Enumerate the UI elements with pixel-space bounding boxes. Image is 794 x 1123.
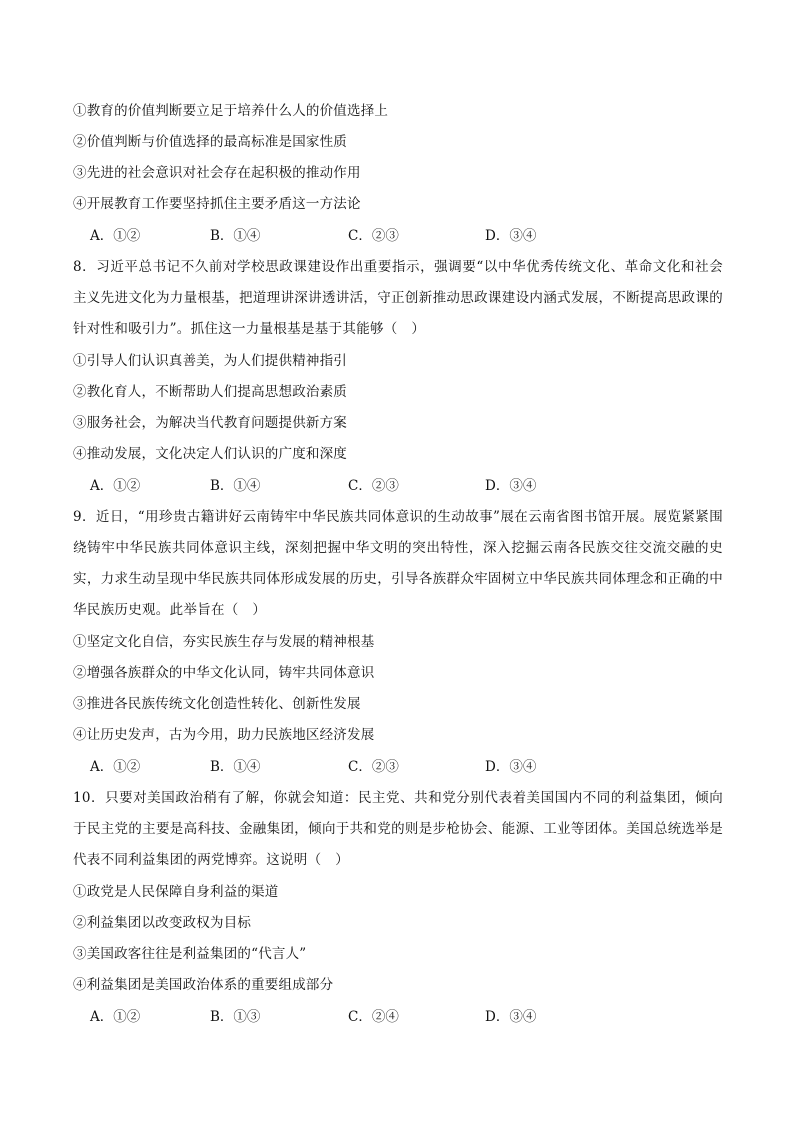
q7-choice-d: D．③④ [485,228,537,244]
q9-option-4: ④让历史发声，古为今用，助力民族地区经济发展 [73,727,375,743]
q9-choice-a: A．①② [90,759,141,775]
q10-stem: 10．只要对美国政治稍有了解，你就会知道：民主党、共和党分别代表着美国国内不同的利益集团，倾向于民主党的主要是高科技、金融集团，倾向于共和党的则是步枪协会、能源、工业等团体。美国总统选举是代表不同利益集团的两党博弈。这说明（ ） [73,790,723,868]
q7-choice-b: B．①④ [210,228,261,244]
q10-option-3: ③美国政客往往是利益集团的“代言人” [73,946,307,962]
q7-option-1: ①教育的价值判断要立足于培养什么人的价值选择上 [73,103,389,119]
q10-option-2: ②利益集团以改变政权为目标 [73,915,252,931]
q7-option-2: ②价值判断与价值选择的最高标准是国家性质 [73,134,347,150]
q7-choices [90,227,690,245]
q8-choice-b: B．①④ [210,478,261,494]
q9-choice-b: B．①④ [210,759,261,775]
q10-choice-c: C．②④ [348,1009,399,1025]
q8-option-2: ②教化育人，不断帮助人们提高思想政治素质 [73,384,347,400]
q10-option-4: ④利益集团是美国政治体系的重要组成部分 [73,977,334,993]
q9-stem: 9．近日，“用珍贵古籍讲好云南铸牢中华民族共同体意识的生动故事”展在云南省图书馆开展。展览紧紧围绕铸牢中华民族共同体意识主线，深刻把握中华文明的突出特性，深入挖掘云南各民族交往交流交融的史实，力求生动呈现中华民族共同体形成发展的历史，引导各族群众牢固树立中华民族共同体理念和正确的中华民族历史观。此举旨在（ ） [73,509,723,618]
q8-option-1: ①引导人们认识真善美，为人们提供精神指引 [73,353,347,369]
q8-choice-c: C．②③ [348,478,399,494]
q9-option-3: ③推进各民族传统文化创造性转化、创新性发展 [73,696,361,712]
q8-choices [90,477,690,495]
q10-choices [90,1008,690,1026]
q10-choice-d: D．③④ [485,1009,537,1025]
q8-option-3: ③服务社会，为解决当代教育问题提供新方案 [73,415,347,431]
q9-choice-c: C．②③ [348,759,399,775]
q10-choice-b: B．①③ [210,1009,261,1025]
q8-option-4: ④推动发展，文化决定人们认识的广度和深度 [73,446,347,462]
q7-choice-a: A．①② [90,228,141,244]
q10-option-1: ①政党是人民保障自身利益的渠道 [73,884,279,900]
q7-option-4: ④开展教育工作要坚持抓住主要矛盾这一方法论 [73,196,361,212]
q9-option-1: ①坚定文化自信，夯实民族生存与发展的精神根基 [73,634,375,650]
q8-choice-d: D．③④ [485,478,537,494]
q9-choices [90,758,690,776]
q7-choice-c: C．②③ [348,228,399,244]
q9-choice-d: D．③④ [485,759,537,775]
q8-stem: 8．习近平总书记不久前对学校思政课建设作出重要指示，强调要“以中华优秀传统文化、革命文化和社会主义先进文化为力量根基，把道理讲深讲透讲活，守正创新推动思政课建设内涵式发展，不断提高思政课的针对性和吸引力”。抓住这一力量根基是基于其能够（ ） [73,259,723,337]
q10-choice-a: A．①② [90,1009,141,1025]
q7-option-3: ③先进的社会意识对社会存在起积极的推动作用 [73,165,361,181]
q9-option-2: ②增强各族群众的中华文化认同，铸牢共同体意识 [73,665,375,681]
q8-choice-a: A．①② [90,478,141,494]
